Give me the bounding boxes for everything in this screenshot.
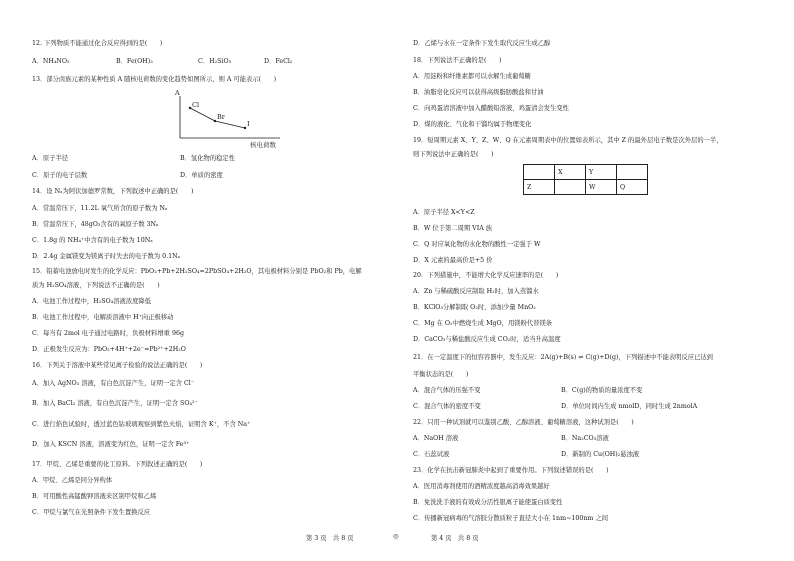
q17-stem: 17．甲烷、乙烯是重要的化工原料。下列叙述正确的是( ): [32, 461, 203, 468]
page-4-column: [413, 0, 783, 561]
q13-trend-graph: [170, 88, 290, 152]
q12-option-c: C．H₂SiO₃: [198, 58, 232, 65]
q20-stem: 20．下列措施中，不能增大化学反应速率的是( ): [413, 272, 559, 279]
graph-point-i: [244, 127, 246, 129]
q20-option-c: C．Mg 在 O₂中燃烧生成 MgO，用镁粉代替镁条: [413, 320, 553, 327]
q19-periodic-table: [523, 164, 648, 195]
q19-option-c: C．Q 对应氧化物的水化物的酸性一定强于 W: [413, 241, 541, 248]
q13-option-b: B．氢化物的稳定性: [180, 155, 236, 162]
q15-stem-line2: 质为 H₂SO₄溶液，下列说法不正确的是( ): [32, 282, 160, 289]
graph-point-cl: [189, 107, 191, 109]
q16-option-d: D．加入 KSCN 溶液，溶液变为红色，证明一定含 Fe³⁺: [32, 441, 190, 448]
q14-option-a: A．常温常压下，11.2L 氧气所含的原子数为 Nₐ: [32, 205, 168, 212]
q15-option-b: B．电池工作过程中，电解质溶液中 H⁺向正极移动: [32, 314, 174, 321]
periodic-cell: Z: [524, 180, 555, 195]
q23-option-a: A．医用消毒剂使用的酒精浓度越高消毒效果越好: [413, 483, 550, 490]
graph-label-br: Br: [217, 113, 225, 121]
q15-stem-line1: 15．铅蓄电池放电时发生的化学反应：PbO₂+Pb+2H₂SO₄=2PbSO₄+2H₂O，其电极材料分别是 PbO₂和 Pb，电解: [32, 268, 362, 275]
periodic-cell: [524, 165, 555, 180]
q12-option-a: A．NH₄NO₃: [32, 58, 70, 65]
q21-option-c: C．混合气体的密度不变: [413, 403, 481, 410]
q19-stem-line1: 19．短周期元素 X、Y、Z、W、Q 在元素周期表中的位置如表所示，其中 Z 的最外层电子数是次外层的一半，: [413, 137, 723, 144]
periodic-table-row: [524, 165, 648, 180]
q16-stem: 16．下列关于溶液中某些常见离子检验的说法正确的是( ): [32, 362, 203, 369]
page-3-footer: 第 3 页 共 8 页: [306, 535, 354, 542]
q17-option-c: C．甲烷与氯气在光照条件下发生置换反应: [32, 509, 151, 516]
q16-option-b: B．加入 BaCl₂ 溶液，有白色沉淀产生，证明一定含 SO₄²⁻: [32, 400, 198, 407]
q21-option-a: A．混合气体的压强不变: [413, 387, 481, 394]
q14-stem: 14．设 Nₐ为阿伏加德罗常数，下列叙述中正确的是( ): [32, 188, 194, 195]
q22-option-d: D．新制的 Cu(OH)₂悬浊液: [561, 451, 640, 458]
graph-point-br: [214, 120, 216, 122]
q13-stem: 13．部分卤族元素的某种性质 A 随核电荷数的变化趋势如图所示，则 A 可能表示( ): [32, 76, 277, 83]
center-binding-mark: ◎: [393, 533, 399, 540]
q20-option-b: B．KClO₃分解制取 O₂时，添加少量 MnO₂: [413, 304, 536, 311]
q18-option-a: A．用淀粉和纤维素都可以水解生成葡萄糖: [413, 73, 531, 80]
q21-option-d: D．单位时间内生成 nmolD，同时生成 2nmolA: [561, 403, 698, 410]
q13-option-d: D．单质的密度: [180, 172, 223, 179]
q15-option-d: D．正极发生反应为：PbO₂+4H⁺+2e⁻=Pb²⁺+2H₂O: [32, 346, 186, 353]
q19-option-b: B．W 位于第二周期 VIA 族: [413, 225, 493, 232]
page-4-footer: 第 4 页 共 8 页: [431, 535, 479, 542]
q22-stem: 22．只用一种试剂就可以鉴别乙酸、乙醇溶液、葡萄糖溶液，这种试剂是( ): [413, 419, 634, 426]
periodic-cell: W: [586, 180, 617, 195]
q21-stem-line1: 21．在一定温度下的恒容容器中，发生反应：2A(g)+B(s) ⇌ C(g)+D(g)，下列描述中不能表明反应已达到: [413, 354, 713, 361]
periodic-cell: [617, 165, 648, 180]
graph-label-cl: Cl: [192, 101, 200, 109]
q22-option-c: C．石蕊试液: [413, 451, 450, 458]
q16-option-a: A．加入 AgNO₃ 溶液，有白色沉淀产生，证明一定含 Cl⁻: [32, 380, 195, 387]
graph-y-label: A: [175, 89, 180, 97]
periodic-cell: Q: [617, 180, 648, 195]
q14-option-c: C．1.8g 的 NH₄⁺中含有的电子数为 10Nₐ: [32, 237, 153, 244]
q16-option-c: C．进行焰色试验时，透过蓝色钴玻璃观察到紫色火焰，证明含 K⁺，不含 Na⁺: [32, 421, 251, 428]
q19-option-d: D．X 元素的最高价是+5 价: [413, 257, 493, 264]
q17-option-b: B．可用酸性高锰酸钾溶液来区别甲烷和乙烯: [32, 493, 157, 500]
q14-option-d: D．2.4g 金属镁变为镁离子时失去的电子数为 0.1Nₐ: [32, 253, 181, 260]
page-3-column: [32, 0, 402, 561]
q22-option-a: A．NaOH 溶液: [413, 435, 459, 442]
q15-option-c: C．每当有 2mol 电子通过电路时，负极材料增重 96g: [32, 330, 184, 337]
q18-option-d: D．煤的液化、气化和干馏均属于物理变化: [413, 121, 532, 128]
q13-option-c: C．原子的电子层数: [32, 172, 88, 179]
q13-option-a: A．原子半径: [32, 155, 69, 162]
q12-stem: 12. 下列物质不能通过化合反应得到的是( ): [32, 40, 163, 47]
q21-stem-line2: 平衡状态的是( ): [413, 371, 469, 378]
q14-option-b: B．常温常压下，48gO₃含有的氧原子数 3Nₐ: [32, 221, 159, 228]
periodic-table-row: [524, 180, 648, 195]
periodic-cell: Y: [586, 165, 617, 180]
q17-option-d: D．乙烯与水在一定条件下发生取代反应生成乙醇: [413, 40, 551, 47]
q15-option-a: A．电池工作过程中，H₂SO₄溶液浓度降低: [32, 298, 152, 305]
graph-x-label: 核电荷数: [250, 141, 276, 149]
q21-option-b: B．C(g)的物质的量浓度不变: [561, 387, 643, 394]
periodic-cell: X: [555, 165, 586, 180]
q17-option-a: A．甲烷、乙烯是同分异构体: [32, 477, 113, 484]
q23-stem: 23．化学在抗击新冠肺炎中起到了重要作用。下列叙述错误的是( ): [413, 467, 609, 474]
q12-option-b: B．Fe(OH)₃: [116, 58, 153, 65]
q19-stem-line2: 则下列说法中正确的是( ): [413, 151, 494, 158]
graph-label-i: I: [247, 120, 250, 128]
periodic-cell: [555, 180, 586, 195]
q12-option-d: D．FeCl₂: [264, 58, 293, 65]
q18-option-c: C．向鸡蛋清溶液中加入醋酸铅溶液，鸡蛋清会发生变性: [413, 105, 569, 112]
q20-option-d: D．CaCO₃与稀盐酸反应生成 CO₂时，适当升高温度: [413, 336, 561, 343]
q23-option-b: B．免洗洗手液的有效成分活性银离子能使蛋白质变性: [413, 499, 563, 506]
q19-option-a: A．原子半径 X<Y<Z: [413, 209, 475, 216]
q18-stem: 18．下列说法不正确的是( ): [413, 57, 502, 64]
q22-option-b: B．Na₂CO₃溶液: [561, 435, 609, 442]
q23-option-c: C．传播新冠病毒的气溶胶分散质粒子直径大小在 1nm~100nm 之间: [413, 515, 609, 522]
q20-option-a: A．Zn 与稀硫酸反应制取 H₂时，加入蒸馏水: [413, 288, 539, 295]
q18-option-b: B．油脂皂化反应可以获得高级脂肪酸盐和甘油: [413, 89, 544, 96]
